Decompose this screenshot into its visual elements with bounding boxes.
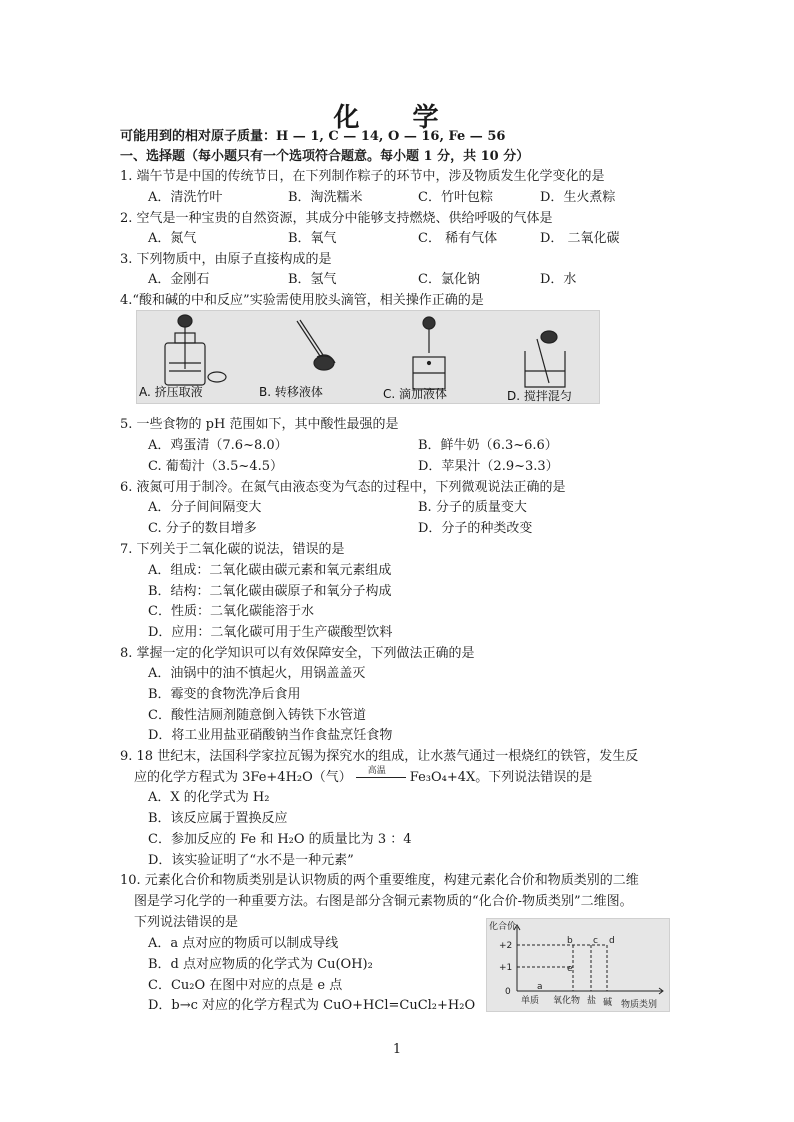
section-heading: 一、选择题（每小题只有一个选项符合题意。每小题 1 分，共 10 分） bbox=[120, 149, 530, 164]
question-2-stem: 2. 空气是一种宝贵的自然资源，其成分中能够支持燃烧、供给呼吸的气体是 bbox=[120, 211, 553, 226]
q8-option-c: C．酸性洁厕剂随意倒入铸铁下水管道 bbox=[148, 708, 366, 723]
q9-equation-left: 应的化学方程式为 3Fe+4H₂O（气） bbox=[134, 770, 352, 785]
q8-option-d: D．将工业用盐亚硝酸钠当作食盐烹饪食物 bbox=[148, 728, 393, 743]
q7-option-c: C．性质：二氧化碳能溶于水 bbox=[148, 604, 314, 619]
q2-option-d: D． 二氧化碳 bbox=[540, 231, 620, 246]
q1-option-a: A．清洗竹叶 bbox=[148, 190, 223, 205]
reaction-condition: 高温 bbox=[367, 765, 386, 776]
q1-option-c: C．竹叶包粽 bbox=[418, 190, 493, 205]
graph-xlabel: 物质类别 bbox=[621, 1000, 658, 1010]
ytick-zero: 0 bbox=[505, 987, 511, 997]
question-9-stem-line-2 bbox=[134, 765, 593, 787]
q10-option-d: D．b→c 对应的化学方程式为 CuO+HCl=CuCl₂+H₂O bbox=[148, 998, 476, 1013]
q10-option-b: B．d 点对应物质的化学式为 Cu(OH)₂ bbox=[148, 957, 373, 972]
q8-option-b: B．霉变的食物洗净后食用 bbox=[148, 687, 301, 702]
beaker-illustration bbox=[525, 331, 565, 387]
q6-option-c: C. 分子的数目增多 bbox=[148, 521, 257, 536]
q9-option-c: C．参加反应的 Fe 和 H₂O 的质量比为 3 ：4 bbox=[148, 832, 412, 847]
point-e: e bbox=[567, 964, 573, 974]
q9-equation-right: Fe₃O₄+4X。下列说法错误的是 bbox=[409, 770, 593, 785]
page-title: 化 学 bbox=[333, 103, 461, 133]
q4-option-d: D. 搅拌混匀 bbox=[507, 389, 572, 403]
q5-option-c: C. 葡萄汁（3.5~4.5） bbox=[148, 459, 283, 474]
q1-option-b: B．淘洗糯米 bbox=[288, 190, 363, 205]
q3-option-c: C．氯化钠 bbox=[418, 272, 480, 287]
q7-option-b: B．结构：二氧化碳由碳原子和氧分子构成 bbox=[148, 584, 392, 599]
point-b: b bbox=[567, 936, 573, 946]
question-5-stem: 5. 一些食物的 pH 范围如下，其中酸性最强的是 bbox=[120, 417, 399, 432]
question-9-stem-line-1: 9. 18 世纪末，法国科学家拉瓦锡为探究水的组成，让水蒸气通过一根烧红的铁管，发生反 bbox=[120, 749, 639, 764]
question-7-stem: 7. 下列关于二氧化碳的说法，错误的是 bbox=[120, 542, 345, 557]
q6-option-a: A．分子间间隔变大 bbox=[148, 500, 262, 515]
point-d: d bbox=[609, 936, 615, 946]
q4-option-b: B. 转移液体 bbox=[259, 385, 323, 399]
q9-option-a: A．X 的化学式为 H₂ bbox=[148, 790, 270, 805]
xcat-oxide: 氧化物 bbox=[553, 996, 581, 1006]
q4-option-c: C. 滴加液体 bbox=[383, 387, 448, 401]
q9-option-b: B．该反应属于置换反应 bbox=[148, 811, 288, 826]
question-10-stem-line-3: 下列说法错误的是 bbox=[134, 915, 239, 930]
question-6-stem: 6. 液氮可用于制冷。在氮气由液态变为气态的过程中，下列微观说法正确的是 bbox=[120, 480, 566, 495]
q5-option-a: A．鸡蛋清（7.6~8.0） bbox=[148, 438, 288, 453]
q9-option-d: D．该实验证明了“水不是一种元素” bbox=[148, 853, 354, 868]
test-tube-illustration bbox=[413, 317, 445, 389]
xcat-salt: 盐 bbox=[587, 996, 597, 1006]
q3-option-a: A．金刚石 bbox=[148, 272, 210, 287]
point-a: a bbox=[537, 982, 543, 992]
atomic-mass-note: 可能用到的相对原子质量：H — 1, C — 14, O — 16, Fe — 56 bbox=[120, 129, 506, 144]
q3-option-d: D．水 bbox=[540, 272, 577, 287]
valence-category-graph bbox=[486, 918, 670, 1012]
ytick-plus2: +2 bbox=[499, 941, 513, 951]
q5-option-d: D．苹果汁（2.9~3.3） bbox=[418, 459, 559, 474]
q7-option-a: A．组成：二氧化碳由碳元素和氧元素组成 bbox=[148, 563, 392, 578]
xcat-element: 单质 bbox=[521, 996, 540, 1006]
xcat-base: 碱 bbox=[603, 998, 613, 1008]
dropper-operations-figure bbox=[136, 310, 600, 404]
valence-graph-svg bbox=[487, 919, 669, 1011]
q2-option-b: B．氧气 bbox=[288, 231, 337, 246]
reaction-arrow bbox=[352, 765, 410, 785]
tilted-dropper-illustration bbox=[297, 320, 335, 370]
q10-option-c: C．Cu₂O 在图中对应的点是 e 点 bbox=[148, 978, 343, 993]
point-c: c bbox=[593, 936, 598, 946]
question-3-stem: 3. 下列物质中，由原子直接构成的是 bbox=[120, 252, 332, 267]
q8-option-a: A．油锅中的油不慎起火，用锅盖盖灭 bbox=[148, 666, 366, 681]
question-8-stem: 8. 掌握一定的化学知识可以有效保障安全，下列做法正确的是 bbox=[120, 646, 475, 661]
q6-option-b: B. 分子的质量变大 bbox=[418, 500, 527, 515]
q1-option-d: D．生火煮粽 bbox=[540, 190, 616, 205]
q4-option-a: A. 挤压取液 bbox=[139, 385, 203, 399]
q3-option-b: B．氢气 bbox=[288, 272, 337, 287]
q6-option-d: D．分子的种类改变 bbox=[418, 521, 533, 536]
page-number: 1 bbox=[392, 1042, 402, 1057]
question-10-stem-line-1: 10. 元素化合价和物质类别是认识物质的两个重要维度，构建元素化合价和物质类别的二维 bbox=[120, 873, 639, 888]
question-10-stem-line-2: 图是学习化学的一种重要方法。右图是部分含铜元素物质的“化合价-物质类别”二维图。 bbox=[134, 894, 633, 909]
q7-option-d: D．应用：二氧化碳可用于生产碳酸型饮料 bbox=[148, 625, 393, 640]
bottle-illustration bbox=[165, 315, 226, 385]
ytick-plus1: +1 bbox=[499, 963, 513, 973]
q2-option-a: A．氮气 bbox=[148, 231, 197, 246]
question-1-stem: 1. 端午节是中国的传统节日，在下列制作粽子的环节中，涉及物质发生化学变化的是 bbox=[120, 169, 605, 184]
question-4-stem: 4.“酸和碱的中和反应”实验需使用胶头滴管，相关操作正确的是 bbox=[120, 293, 484, 308]
graph-ylabel: 化合价 bbox=[489, 922, 517, 932]
q2-option-c: C． 稀有气体 bbox=[418, 231, 498, 246]
q5-option-b: B．鲜牛奶（6.3~6.6） bbox=[418, 438, 558, 453]
reaction-line bbox=[356, 777, 406, 778]
q10-option-a: A．a 点对应的物质可以制成导线 bbox=[148, 936, 339, 951]
